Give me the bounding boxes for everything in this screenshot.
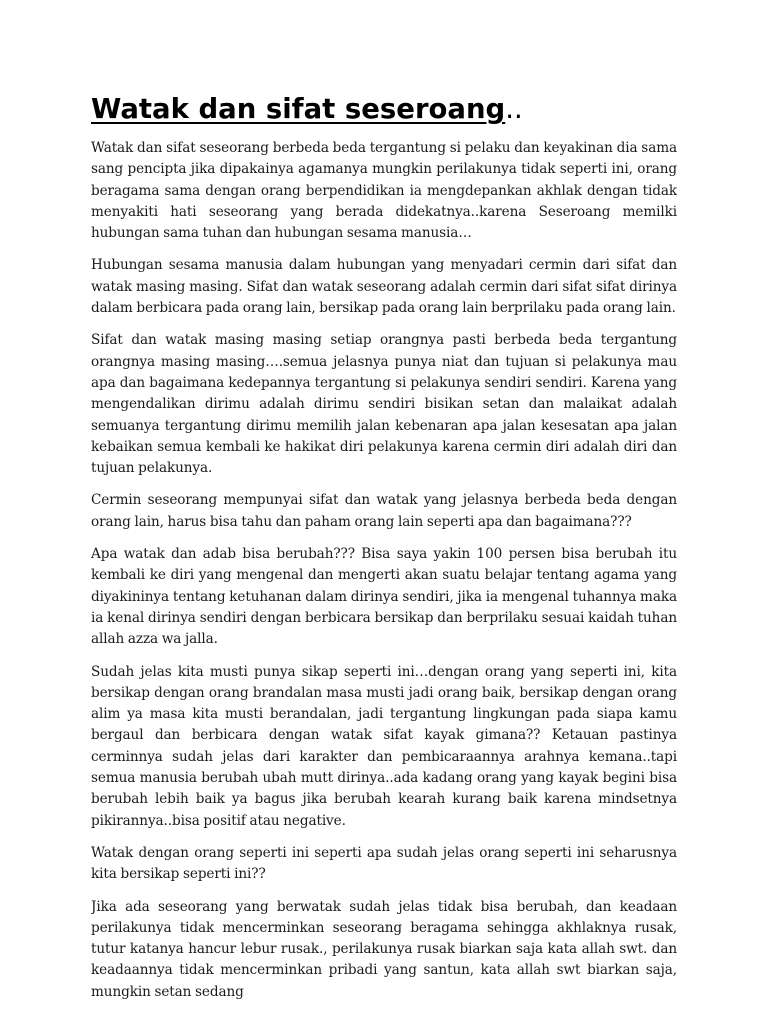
paragraph: Sifat dan watak masing masing setiap orangnya pasti berbeda beda tergantung orangnya masing masing….semua jelasnya punya niat dan tujuan si pelakunya mau apa dan bagaimana kedepannya tergantung si pelakunya sendiri sendiri. Karena yang mengendalikan dirimu adalah dirimu sendiri bisikan setan dan malaikat adalah semuanya tergantung dirimu memilih jalan kebenaran apa jalan kesesatan apa jalan kebaikan semua kembali ke hakikat diri pelakunya karena cermin diri adalah diri dan tujuan pelakunya.: [91, 332, 677, 477]
paragraph: Hubungan sesama manusia dalam hubungan yang menyadari cermin dari sifat dan watak masing masing. Sifat dan watak seseorang adalah cermin dari sifat sifat dirinya dalam berbicara pada orang lain, bersikap pada orang lain berprilaku pada orang lain.: [91, 257, 677, 317]
document-page: [91, 0, 677, 1024]
paragraph: Sudah jelas kita musti punya sikap seperti ini…dengan orang yang seperti ini, kita bersikap dengan orang brandalan masa musti jadi orang baik, bersikap dengan orang alim ya masa kita musti berandalan, jadi tergantung lingkungan pada siapa kamu bergaul dan berbicara dengan watak sifat kayak gimana?? Ketauan pastinya cerminnya sudah jelas dari karakter dan pembicaraannya arahnya kemana..tapi semua manusia berubah ubah mutt dirinya..ada kadang orang yang kayak begini bisa berubah lebih baik ya bagus jika berubah kearah kurang baik karena mindsetnya pikirannya..bisa positif atau negative.: [91, 663, 677, 829]
document-body: [91, 138, 677, 1003]
paragraph: Watak dan sifat seseorang berbeda beda tergantung si pelaku dan keyakinan dia sama sang pencipta jika dipakainya agamanya mungkin perilakunya tidak seperti ini, orang beragama sama dengan orang berpendidikan ia mengdepankan akhlak dengan tidak menyakiti hati seseorang yang berada didekatnya..karena Seseroang memilki hubungan sama tuhan dan hubungan sesama manusia…: [91, 140, 677, 242]
paragraph: Jika ada seseorang yang berwatak sudah jelas tidak bisa berubah, dan keadaan perilakunya tidak mencerminkan seseorang beragama sehingga akhlaknya rusak, tutur katanya hancur lebur rusak., perilakunya rusak biarkan saja kata allah swt. dan keadaannya tidak mencerminkan pribadi yang santun, kata allah swt biarkan saja, mungkin setan sedang: [91, 898, 677, 1000]
document-title: [91, 90, 677, 128]
document-title-ellipsis: ..: [505, 93, 523, 125]
paragraph: Apa watak dan adab bisa berubah??? Bisa saya yakin 100 persen bisa berubah itu kembali ke diri yang mengenal dan mengerti akan suatu belajar tentang agama yang diyakininya tentang ketuhanan dalam dirinya sendiri, jika ia mengenal tuhannya maka ia kenal dirinya sendiri dengan berbicara bersikap dan berprilaku sesuai kaidah tuhan allah azza wa jalla.: [91, 546, 677, 648]
paragraph: Cermin seseorang mempunyai sifat dan watak yang jelasnya berbeda beda dengan orang lain, harus bisa tahu dan paham orang lain seperti apa dan bagaimana???: [91, 492, 677, 530]
document-title-text: Watak dan sifat seseroang: [91, 93, 506, 125]
paragraph: Watak dengan orang seperti ini seperti apa sudah jelas orang seperti ini seharusnya kita bersikap seperti ini??: [91, 844, 677, 883]
